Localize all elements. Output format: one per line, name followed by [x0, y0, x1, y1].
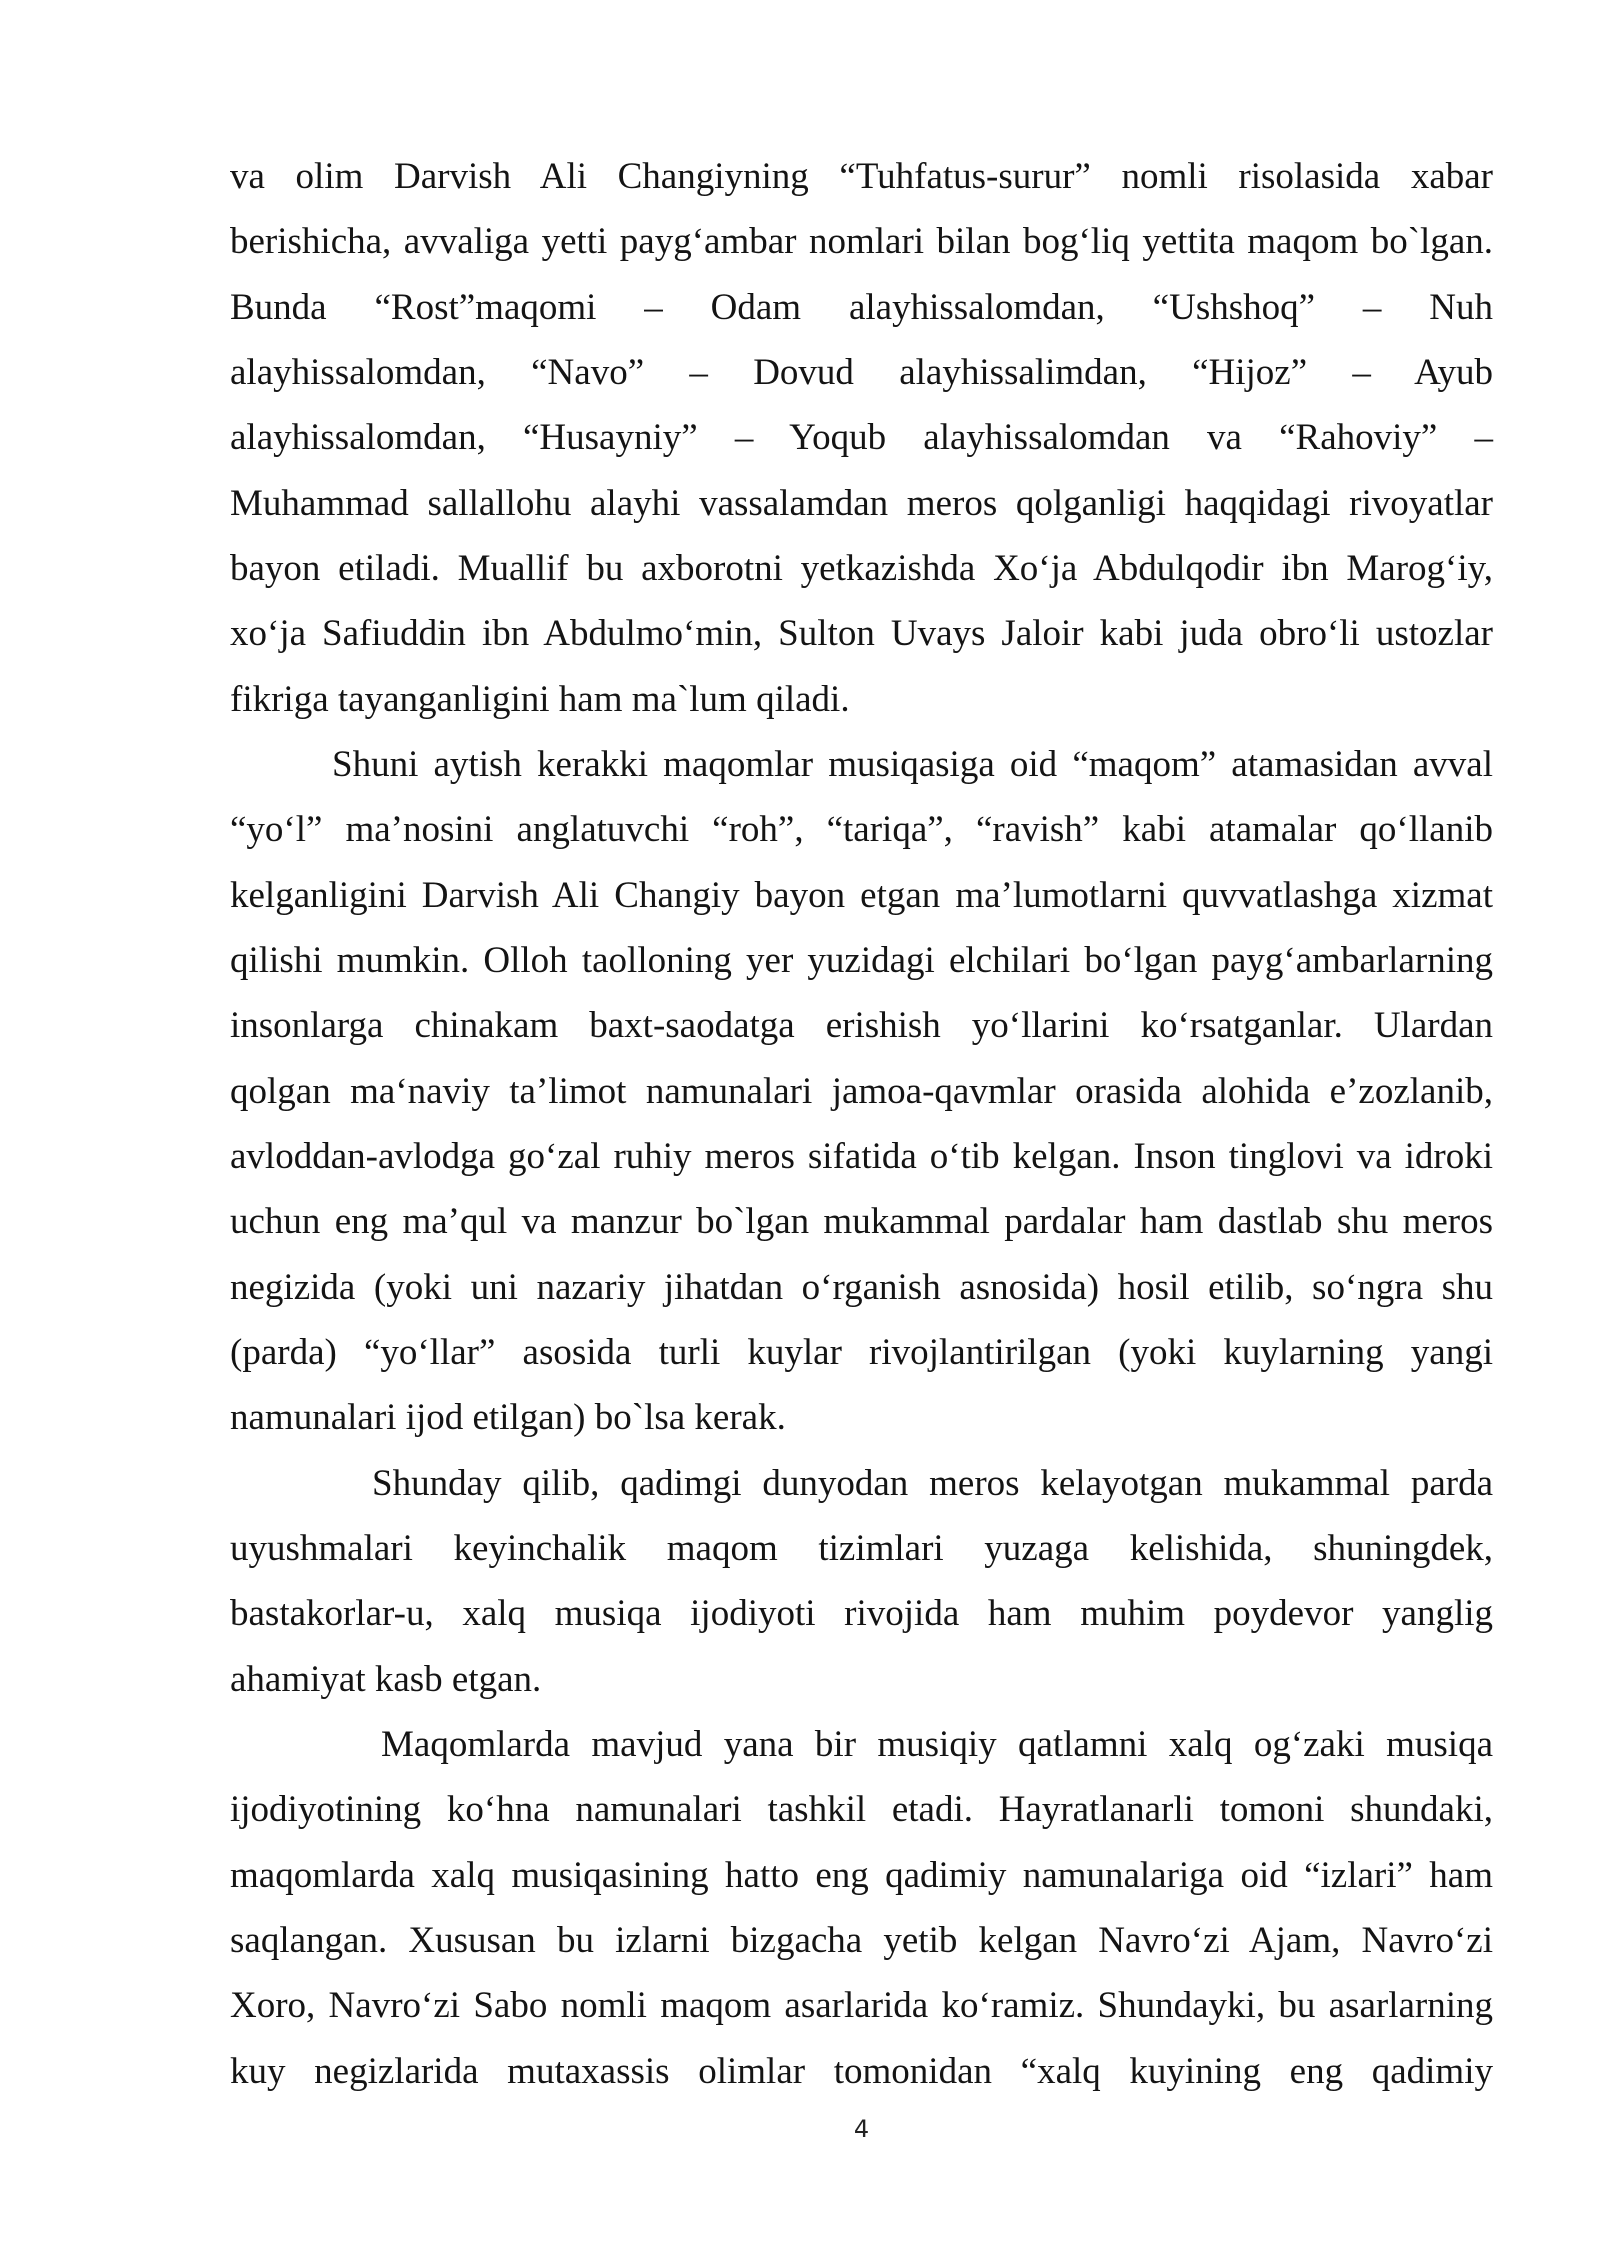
- text-line: (parda) “yo‘llar” asosida turli kuylar rivojlantirilgan (yoki kuylarning yangi: [230, 1331, 1493, 1373]
- text-line: fikriga tayanganligini ham ma`lum qiladi.: [230, 678, 850, 720]
- text-line: Shunday qilib, qadimgi dunyodan meros kelayotgan mukammal parda: [372, 1462, 1493, 1504]
- text-line: “yo‘l” ma’nosini anglatuvchi “roh”, “tariqa”, “ravish” kabi atamalar qo‘llanib: [230, 809, 1493, 851]
- text-line: kuy negizlarida mutaxassis olimlar tomonidan “xalq kuyining eng qadimiy: [230, 2050, 1493, 2092]
- text-line: Xoro, Navro‘zi Sabo nomli maqom asarlarida ko‘ramiz. Shundayki, bu asarlarning: [230, 1985, 1493, 2027]
- text-line: insonlarga chinakam baxt-saodatga erishish yo‘llarini ko‘rsatganlar. Ulardan: [230, 1005, 1493, 1047]
- body-text: [230, 144, 1493, 2104]
- text-line: negizida (yoki uni nazariy jihatdan o‘rganish asnosida) hosil etilib, so‘ngra shu: [230, 1266, 1493, 1308]
- text-line: avloddan-avlodga go‘zal ruhiy meros sifatida o‘tib kelgan. Inson tinglovi va idroki: [230, 1135, 1493, 1177]
- text-line: uchun eng ma’qul va manzur bo`lgan mukammal pardalar ham dastlab shu meros: [230, 1201, 1493, 1243]
- text-line: Muhammad sallallohu alayhi vassalamdan meros qolganligi haqqidagi rivoyatlar: [230, 482, 1493, 524]
- text-line: maqomlarda xalq musiqasining hatto eng qadimiy namunalariga oid “izlari” ham: [230, 1854, 1493, 1896]
- text-line: namunalari ijod etilgan) bo`lsa kerak.: [230, 1397, 786, 1439]
- text-line: alayhissalomdan, “Navo” – Dovud alayhissalimdan, “Hijoz” – Ayub: [230, 351, 1493, 393]
- text-line: bastakorlar-u, xalq musiqa ijodiyoti rivojida ham muhim poydevor yanglig: [230, 1593, 1493, 1635]
- text-line: saqlangan. Xususan bu izlarni bizgacha yetib kelgan Navro‘zi Ajam, Navro‘zi: [230, 1919, 1493, 1961]
- text-line: alayhissalomdan, “Husayniy” – Yoqub alayhissalomdan va “Rahoviy” –: [230, 417, 1493, 459]
- paragraph: [230, 1712, 1493, 2104]
- text-line: qilishi mumkin. Olloh taolloning yer yuzidagi elchilari bo‘lgan payg‘ambarlarning: [230, 939, 1493, 981]
- text-line: ahamiyat kasb etgan.: [230, 1658, 542, 1700]
- page-number: 4: [853, 2115, 870, 2143]
- text-line: qolgan ma‘naviy ta’limot namunalari jamoa-qavmlar orasida alohida e’zozlanib,: [230, 1070, 1493, 1112]
- text-line: ijodiyotining ko‘hna namunalari tashkil etadi. Hayratlanarli tomoni shundaki,: [230, 1789, 1493, 1831]
- text-line: uyushmalari keyinchalik maqom tizimlari yuzaga kelishida, shuningdek,: [230, 1527, 1493, 1569]
- text-line: Bunda “Rost”maqomi – Odam alayhissalomdan, “Ushshoq” – Nuh: [230, 286, 1493, 328]
- text-line: xo‘ja Safiuddin ibn Abdulmo‘min, Sulton Uvays Jaloir kabi juda obro‘li ustozlar: [230, 613, 1493, 655]
- paragraph: [230, 1451, 1493, 1712]
- text-line: kelganligini Darvish Ali Changiy bayon etgan ma’lumotlarni quvvatlashga xizmat: [230, 874, 1493, 916]
- text-line: bayon etiladi. Muallif bu axborotni yetkazishda Xo‘ja Abdulqodir ibn Marog‘iy,: [230, 547, 1493, 589]
- paragraph: [230, 732, 1493, 1451]
- text-line: va olim Darvish Ali Changiyning “Tuhfatus-surur” nomli risolasida xabar: [230, 156, 1493, 197]
- text-line: Maqomlarda mavjud yana bir musiqiy qatlamni xalq og‘zaki musiqa: [381, 1723, 1493, 1765]
- text-line: Shuni aytish kerakki maqomlar musiqasiga oid “maqom” atamasidan avval: [332, 743, 1493, 785]
- text-line: berishicha, avvaliga yetti payg‘ambar nomlari bilan bog‘liq yettita maqom bo`lgan.: [230, 221, 1493, 263]
- paragraph: [230, 144, 1493, 732]
